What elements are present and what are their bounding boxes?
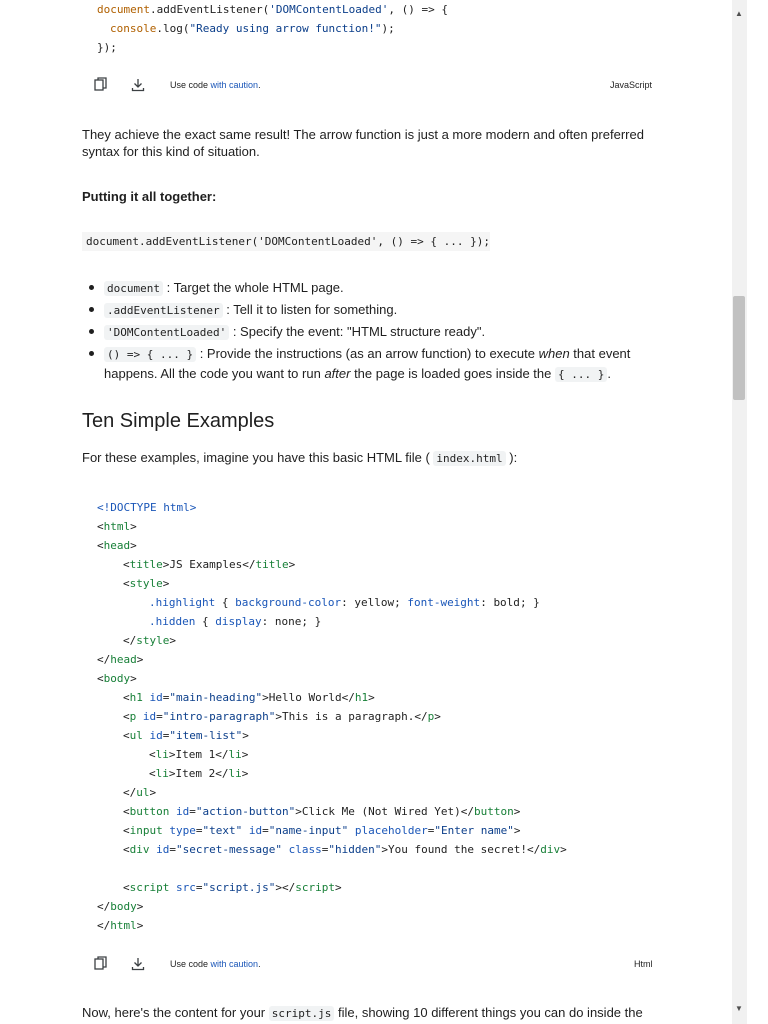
code-token: <!DOCTYPE html> xyxy=(97,501,197,514)
code-line: .hidden { display: none; } xyxy=(149,615,322,628)
scroll-up-arrow-icon[interactable]: ▲ xyxy=(735,9,743,18)
code-token: console xyxy=(110,22,157,35)
use-code-caution xyxy=(170,80,261,90)
code-token: JS Examples xyxy=(169,558,243,571)
code-token: background-color xyxy=(235,596,342,609)
putting-together-heading: Putting it all together: xyxy=(82,189,217,204)
code-token: "secret-message" xyxy=(176,843,282,856)
code-token: class xyxy=(288,843,322,856)
code-language-label: Html xyxy=(634,959,653,969)
list-item-text: happens. All the code you want to run xyxy=(104,366,325,381)
code-line: </style> xyxy=(123,634,176,647)
code-token: id xyxy=(248,824,263,837)
code-line: <input type="text" id="name-input" placeholder="Enter name"> xyxy=(123,824,521,837)
list-item xyxy=(104,344,630,384)
code-token: , () => { xyxy=(388,3,449,16)
code-line xyxy=(97,501,196,515)
intro-text: ): xyxy=(505,450,518,465)
code-token: style xyxy=(129,577,163,590)
code-line xyxy=(110,22,395,36)
list-item xyxy=(104,278,344,298)
code-token: Click Me (Not Wired Yet) xyxy=(301,805,461,818)
caution-suffix: . xyxy=(258,80,261,90)
intro-paragraph xyxy=(82,449,517,467)
scroll-down-arrow-icon[interactable]: ▼ xyxy=(735,1004,743,1013)
code-token: id xyxy=(156,843,170,856)
code-line: </head> xyxy=(97,653,144,666)
code-token: li xyxy=(228,767,242,780)
code-token: li xyxy=(155,748,169,761)
caution-prefix: Use code xyxy=(170,959,211,969)
code-token: ); xyxy=(381,22,395,35)
list-item-text: : Specify the event: "HTML structure ready". xyxy=(229,324,486,339)
para-text: Now, here's the content for your xyxy=(82,1005,269,1020)
list-item-text: the page is loaded goes inside the xyxy=(350,366,555,381)
code-token: bold xyxy=(493,596,520,609)
intro-text: For these examples, imagine you have this basic HTML file ( xyxy=(82,450,434,465)
use-code-caution xyxy=(170,959,261,969)
inline-code: { ... } xyxy=(555,367,607,382)
code-token: "name-input" xyxy=(268,824,349,837)
with-caution-link[interactable]: with caution xyxy=(210,80,259,90)
code-token: div xyxy=(129,843,150,856)
code-token: .highlight xyxy=(149,596,216,609)
code-line: }); xyxy=(97,41,117,54)
list-item-text: : Provide the instructions (as an arrow function) to execute xyxy=(196,346,539,361)
emphasis: when xyxy=(538,346,570,361)
code-token: none xyxy=(274,615,302,628)
code-line: <title>JS Examples</title> xyxy=(123,558,296,571)
inline-code: .addEventListener xyxy=(104,303,223,318)
bullet-dot xyxy=(89,351,94,356)
code-token: ul xyxy=(129,729,143,742)
bullet-dot xyxy=(89,329,94,334)
code-token: .addEventListener( xyxy=(149,3,270,16)
code-token: h1 xyxy=(129,691,143,704)
code-token: document xyxy=(97,3,150,16)
code-line: <body> xyxy=(97,672,137,685)
scrollbar-thumb[interactable] xyxy=(733,296,745,400)
code-token: p xyxy=(427,710,435,723)
script-intro-paragraph xyxy=(82,1004,643,1022)
list-item-text: : Target the whole HTML page. xyxy=(162,280,344,295)
code-line: <p id="intro-paragraph">This is a paragraph.</p> xyxy=(123,710,441,723)
code-token: head xyxy=(110,653,137,666)
code-token: "text" xyxy=(202,824,243,837)
inline-code-summary: document.addEventListener('DOMContentLoaded', () => { ... }); xyxy=(82,232,490,251)
code-token: html xyxy=(103,520,131,533)
code-line: </ul> xyxy=(123,786,157,799)
code-token: html xyxy=(110,919,137,932)
code-line: <h1 id="main-heading">Hello World</h1> xyxy=(123,691,375,704)
copy-icon[interactable] xyxy=(94,956,110,972)
list-item xyxy=(104,300,397,320)
code-token: "main-heading" xyxy=(169,691,263,704)
code-token: .hidden xyxy=(149,615,196,628)
code-token: 'DOMContentLoaded' xyxy=(269,3,389,16)
download-icon[interactable] xyxy=(131,957,147,973)
code-token: id xyxy=(142,710,157,723)
code-token: title xyxy=(255,558,289,571)
code-token: button xyxy=(129,805,170,818)
code-token: "script.js" xyxy=(202,881,276,894)
code-token: "intro-paragraph" xyxy=(162,710,276,723)
code-line: <script src="script.js"></script> xyxy=(123,881,342,894)
bullet-dot xyxy=(89,307,94,312)
bullet-dot xyxy=(89,285,94,290)
code-token: id xyxy=(176,805,190,818)
code-token: input xyxy=(129,824,163,837)
code-line: <li>Item 2</li> xyxy=(149,767,249,780)
explanation-paragraph xyxy=(82,126,644,160)
code-token: script xyxy=(295,881,335,894)
inline-code: () => { ... } xyxy=(104,347,196,362)
code-line: <style> xyxy=(123,577,170,590)
code-token: li xyxy=(228,748,242,761)
code-token: li xyxy=(155,767,169,780)
code-line xyxy=(97,3,448,17)
para-text: file, showing 10 different things you can do inside the xyxy=(334,1005,643,1020)
code-token: .log( xyxy=(156,22,190,35)
code-token: You found the secret! xyxy=(387,843,528,856)
code-token: "Ready using arrow function!" xyxy=(189,22,382,35)
code-token: "action-button" xyxy=(195,805,296,818)
code-line: <ul id="item-list"> xyxy=(123,729,249,742)
emphasis: after xyxy=(324,366,351,381)
list-item-text: : Tell it to listen for something. xyxy=(222,302,398,317)
code-token: ul xyxy=(136,786,150,799)
code-token: This is a paragraph. xyxy=(281,710,415,723)
code-token: yellow xyxy=(354,596,395,609)
code-token: display xyxy=(215,615,262,628)
code-token: script xyxy=(129,881,170,894)
list-item-text: that event xyxy=(569,346,631,361)
code-language-label: JavaScript xyxy=(610,80,653,90)
para-line: syntax for this kind of situation. xyxy=(82,144,260,159)
code-line: <button id="action-button">Click Me (Not Wired Yet)</button> xyxy=(123,805,521,818)
inline-code: document xyxy=(104,281,163,296)
code-token: font-weight xyxy=(407,596,481,609)
code-line: <li>Item 1</li> xyxy=(149,748,249,761)
list-item xyxy=(104,322,485,342)
code-token: head xyxy=(103,539,131,552)
code-token: button xyxy=(474,805,514,818)
copy-icon[interactable] xyxy=(94,77,110,93)
download-icon[interactable] xyxy=(131,78,147,94)
code-line: .highlight { background-color: yellow; font-weight: bold; } xyxy=(149,596,540,609)
code-line: <head> xyxy=(97,539,137,552)
inline-code: index.html xyxy=(433,451,505,466)
with-caution-link[interactable]: with caution xyxy=(210,959,259,969)
code-line: <html> xyxy=(97,520,137,533)
code-token: id xyxy=(149,729,163,742)
code-token: body xyxy=(103,672,131,685)
code-token: Item 2 xyxy=(175,767,216,780)
para-line: They achieve the exact same result! The arrow function is just a more modern and often preferred xyxy=(82,127,644,142)
code-token: title xyxy=(129,558,163,571)
code-token: type xyxy=(169,824,196,837)
code-token: placeholder xyxy=(354,824,428,837)
code-token: p xyxy=(129,710,137,723)
code-token: id xyxy=(149,691,163,704)
section-heading: Ten Simple Examples xyxy=(82,410,275,432)
code-token: div xyxy=(540,843,561,856)
code-token: Hello World xyxy=(268,691,342,704)
code-line: </html> xyxy=(97,919,144,932)
code-token: "hidden" xyxy=(328,843,382,856)
list-item-text: . xyxy=(607,366,611,381)
caution-suffix: . xyxy=(258,959,261,969)
code-token: src xyxy=(176,881,196,894)
code-line: </body> xyxy=(97,900,144,913)
inline-code: 'DOMContentLoaded' xyxy=(104,325,229,340)
code-token: h1 xyxy=(354,691,369,704)
code-token: body xyxy=(110,900,137,913)
vertical-scrollbar[interactable] xyxy=(732,0,747,1024)
code-token: "Enter name" xyxy=(434,824,514,837)
code-token: Item 1 xyxy=(175,748,216,761)
inline-code: script.js xyxy=(269,1006,335,1021)
code-line: <div id="secret-message" class="hidden">You found the secret!</div> xyxy=(123,843,567,856)
caution-prefix: Use code xyxy=(170,80,211,90)
code-token: "item-list" xyxy=(169,729,243,742)
code-token: style xyxy=(136,634,170,647)
